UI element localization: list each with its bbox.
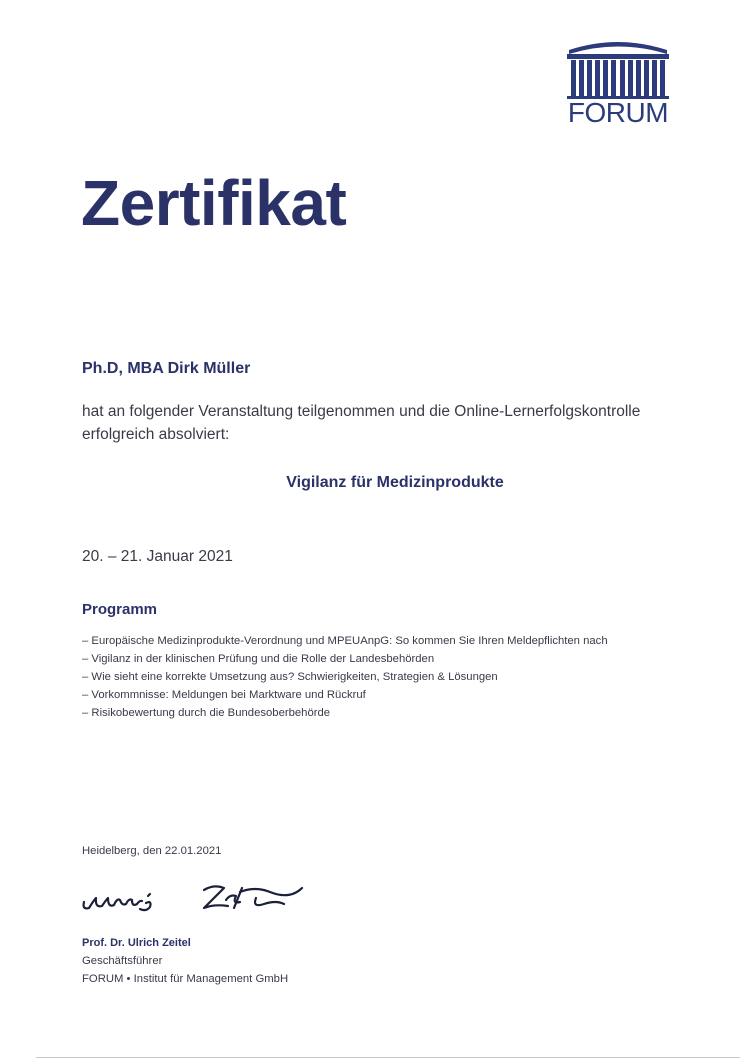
event-date: 20. – 21. Januar 2021 <box>82 548 233 565</box>
event-title: Vigilanz für Medizinprodukte <box>286 474 504 491</box>
place-date: Heidelberg, den 22.01.2021 <box>82 845 222 857</box>
program-item: – Risikobewertung durch die Bundesoberbehörde <box>82 707 331 719</box>
program-item: – Vorkommnisse: Meldungen bei Marktware und Rückruf <box>82 689 366 701</box>
certificate-title: Zertifikat <box>81 167 347 239</box>
signer-name: Prof. Dr. Ulrich Zeitel <box>82 937 191 949</box>
participant-name: Ph.D, MBA Dirk Müller <box>82 360 251 377</box>
intro-text: hat an folgender Veranstaltung teilgenommen und die Online-Lernerfolgskontrolle erfolgreich absolviert: <box>82 403 641 443</box>
program-item: – Europäische Medizinprodukte-Verordnung und MPEUAnpG: So kommen Sie Ihren Meldepflichten nach <box>82 635 608 647</box>
program-heading: Programm <box>82 601 158 618</box>
logo-text: FORUM <box>567 97 669 128</box>
handwritten-signature <box>80 878 310 918</box>
signer-role: Geschäftsführer <box>82 955 163 967</box>
program-item: – Wie sieht eine korrekte Umsetzung aus? Schwierigkeiten, Strategien & Lösungen <box>82 671 498 683</box>
forum-logo <box>563 36 673 128</box>
program-list <box>82 632 722 722</box>
organization-name: FORUM • Institut für Management GmbH <box>82 973 289 985</box>
program-item: – Vigilanz in der klinischen Prüfung und die Rolle der Landesbehörden <box>82 653 435 665</box>
temple-columns-icon <box>563 36 673 100</box>
bottom-divider <box>36 1057 740 1058</box>
